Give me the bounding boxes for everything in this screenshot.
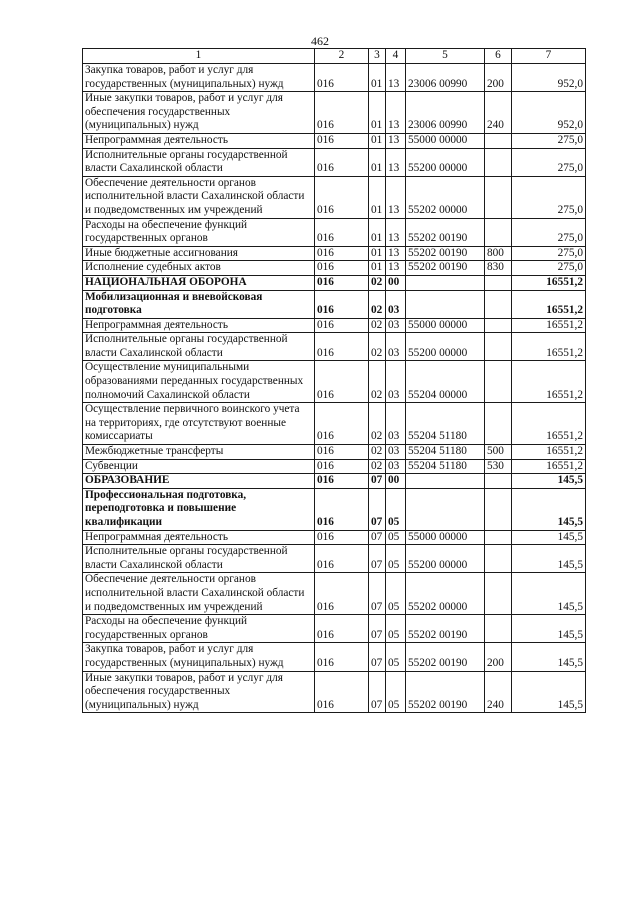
expense-type-code <box>485 573 512 615</box>
table-row <box>83 459 586 474</box>
row-name: Закупка товаров, работ и услуг для государственных (муниципальных) нужд <box>83 643 315 671</box>
subsection-code: 13 <box>386 218 406 246</box>
expense-type-code: 240 <box>485 92 512 134</box>
subsection-code: 05 <box>386 530 406 545</box>
row-name: Обеспечение деятельности органов исполнительной власти Сахалинской области и подведомственных им учреждений <box>83 573 315 615</box>
grbs-code: 016 <box>315 488 369 530</box>
expense-type-code: 200 <box>485 64 512 92</box>
target-article-code: 55202 00000 <box>406 573 485 615</box>
section-code: 01 <box>369 261 386 276</box>
expense-type-code <box>485 403 512 445</box>
table-row <box>83 333 586 361</box>
column-header-6: 6 <box>485 49 512 64</box>
target-article-code: 23006 00990 <box>406 64 485 92</box>
subsection-code: 03 <box>386 445 406 460</box>
subsection-code: 03 <box>386 459 406 474</box>
amount: 275,0 <box>512 176 586 218</box>
target-article-code: 55204 51180 <box>406 403 485 445</box>
subsection-code: 13 <box>386 261 406 276</box>
target-article-code: 55000 00000 <box>406 133 485 148</box>
expense-type-code <box>485 530 512 545</box>
subsection-code: 05 <box>386 545 406 573</box>
table-row <box>83 530 586 545</box>
target-article-code: 55204 51180 <box>406 459 485 474</box>
grbs-code: 016 <box>315 318 369 333</box>
grbs-code: 016 <box>315 545 369 573</box>
row-name: Осуществление муниципальными образованиями переданных государственных полномочий Сахалинской области <box>83 361 315 403</box>
row-name: Субвенции <box>83 459 315 474</box>
row-name: Расходы на обеспечение функций государственных органов <box>83 218 315 246</box>
row-name: Иные закупки товаров, работ и услуг для обеспечения государственных (муниципальных) нужд <box>83 671 315 713</box>
table-header-row <box>83 49 586 64</box>
grbs-code: 016 <box>315 275 369 290</box>
amount: 16551,2 <box>512 361 586 403</box>
subsection-code: 05 <box>386 643 406 671</box>
table-row <box>83 403 586 445</box>
target-article-code: 55200 00000 <box>406 333 485 361</box>
table-row <box>83 671 586 713</box>
section-code: 02 <box>369 290 386 318</box>
column-header-5: 5 <box>406 49 485 64</box>
target-article-code: 55200 00000 <box>406 545 485 573</box>
target-article-code: 55202 00190 <box>406 218 485 246</box>
target-article-code: 55000 00000 <box>406 318 485 333</box>
expense-type-code <box>485 176 512 218</box>
table-row <box>83 246 586 261</box>
subsection-code: 05 <box>386 573 406 615</box>
subsection-code: 03 <box>386 318 406 333</box>
grbs-code: 016 <box>315 218 369 246</box>
budget-table <box>82 48 586 713</box>
amount: 145,5 <box>512 573 586 615</box>
expense-type-code <box>485 488 512 530</box>
grbs-code: 016 <box>315 133 369 148</box>
table-row <box>83 133 586 148</box>
section-code: 02 <box>369 361 386 403</box>
table-row <box>83 148 586 176</box>
row-name: Обеспечение деятельности органов исполнительной власти Сахалинской области и подведомственных им учреждений <box>83 176 315 218</box>
expense-type-code <box>485 275 512 290</box>
row-name: Непрограммная деятельность <box>83 133 315 148</box>
subsection-code: 13 <box>386 148 406 176</box>
row-name: Осуществление первичного воинского учета на территориях, где отсутствуют военные комиссариаты <box>83 403 315 445</box>
grbs-code: 016 <box>315 246 369 261</box>
table-row <box>83 176 586 218</box>
row-name: Исполнительные органы государственной власти Сахалинской области <box>83 148 315 176</box>
subsection-code: 03 <box>386 290 406 318</box>
row-name: НАЦИОНАЛЬНАЯ ОБОРОНА <box>83 275 315 290</box>
expense-type-code <box>485 218 512 246</box>
amount: 952,0 <box>512 64 586 92</box>
target-article-code: 55204 00000 <box>406 361 485 403</box>
column-header-3: 3 <box>369 49 386 64</box>
grbs-code: 016 <box>315 261 369 276</box>
row-name: Исполнительные органы государственной власти Сахалинской области <box>83 545 315 573</box>
expense-type-code <box>485 290 512 318</box>
amount: 16551,2 <box>512 403 586 445</box>
page-number: 462 <box>311 34 329 48</box>
row-name: Межбюджетные трансферты <box>83 445 315 460</box>
subsection-code: 13 <box>386 176 406 218</box>
table-row <box>83 275 586 290</box>
table-row <box>83 261 586 276</box>
expense-type-code <box>485 545 512 573</box>
grbs-code: 016 <box>315 615 369 643</box>
subsection-code: 00 <box>386 474 406 489</box>
grbs-code: 016 <box>315 148 369 176</box>
section-code: 01 <box>369 176 386 218</box>
amount: 145,5 <box>512 671 586 713</box>
target-article-code: 55202 00190 <box>406 615 485 643</box>
expense-type-code <box>485 615 512 643</box>
amount: 145,5 <box>512 615 586 643</box>
section-code: 02 <box>369 333 386 361</box>
expense-type-code <box>485 133 512 148</box>
grbs-code: 016 <box>315 290 369 318</box>
amount: 275,0 <box>512 148 586 176</box>
subsection-code: 03 <box>386 333 406 361</box>
section-code: 07 <box>369 545 386 573</box>
grbs-code: 016 <box>315 64 369 92</box>
amount: 952,0 <box>512 92 586 134</box>
target-article-code <box>406 488 485 530</box>
subsection-code: 05 <box>386 671 406 713</box>
grbs-code: 016 <box>315 445 369 460</box>
section-code: 02 <box>369 318 386 333</box>
expense-type-code: 200 <box>485 643 512 671</box>
amount: 16551,2 <box>512 445 586 460</box>
subsection-code: 13 <box>386 133 406 148</box>
expense-type-code <box>485 333 512 361</box>
subsection-code: 13 <box>386 246 406 261</box>
amount: 275,0 <box>512 261 586 276</box>
row-name: Расходы на обеспечение функций государственных органов <box>83 615 315 643</box>
table-row <box>83 488 586 530</box>
row-name: Исполнительные органы государственной власти Сахалинской области <box>83 333 315 361</box>
target-article-code: 55000 00000 <box>406 530 485 545</box>
grbs-code: 016 <box>315 573 369 615</box>
table-row <box>83 290 586 318</box>
row-name: Иные бюджетные ассигнования <box>83 246 315 261</box>
target-article-code <box>406 290 485 318</box>
column-header-4: 4 <box>386 49 406 64</box>
expense-type-code <box>485 318 512 333</box>
section-code: 07 <box>369 643 386 671</box>
table-row <box>83 92 586 134</box>
amount: 145,5 <box>512 643 586 671</box>
grbs-code: 016 <box>315 403 369 445</box>
grbs-code: 016 <box>315 176 369 218</box>
target-article-code: 55204 51180 <box>406 445 485 460</box>
row-name: Профессиональная подготовка, переподготовка и повышение квалификации <box>83 488 315 530</box>
amount: 275,0 <box>512 246 586 261</box>
grbs-code: 016 <box>315 643 369 671</box>
section-code: 07 <box>369 615 386 643</box>
table-row <box>83 474 586 489</box>
expense-type-code <box>485 148 512 176</box>
amount: 16551,2 <box>512 333 586 361</box>
column-header-1: 1 <box>83 49 315 64</box>
expense-type-code <box>485 474 512 489</box>
section-code: 02 <box>369 445 386 460</box>
section-code: 02 <box>369 275 386 290</box>
subsection-code: 13 <box>386 64 406 92</box>
subsection-code: 13 <box>386 92 406 134</box>
grbs-code: 016 <box>315 459 369 474</box>
amount: 16551,2 <box>512 290 586 318</box>
section-code: 01 <box>369 133 386 148</box>
subsection-code: 03 <box>386 403 406 445</box>
section-code: 01 <box>369 218 386 246</box>
row-name: Непрограммная деятельность <box>83 318 315 333</box>
subsection-code: 05 <box>386 615 406 643</box>
amount: 275,0 <box>512 133 586 148</box>
row-name: Иные закупки товаров, работ и услуг для обеспечения государственных (муниципальных) нужд <box>83 92 315 134</box>
target-article-code <box>406 474 485 489</box>
expense-type-code <box>485 361 512 403</box>
table-row <box>83 573 586 615</box>
amount: 275,0 <box>512 218 586 246</box>
target-article-code: 23006 00990 <box>406 92 485 134</box>
row-name: Мобилизационная и вневойсковая подготовка <box>83 290 315 318</box>
subsection-code: 00 <box>386 275 406 290</box>
expense-type-code: 500 <box>485 445 512 460</box>
section-code: 02 <box>369 403 386 445</box>
section-code: 01 <box>369 64 386 92</box>
row-name: ОБРАЗОВАНИЕ <box>83 474 315 489</box>
expense-type-code: 800 <box>485 246 512 261</box>
subsection-code: 05 <box>386 488 406 530</box>
grbs-code: 016 <box>315 333 369 361</box>
target-article-code: 55202 00190 <box>406 671 485 713</box>
section-code: 07 <box>369 474 386 489</box>
amount: 145,5 <box>512 474 586 489</box>
section-code: 07 <box>369 573 386 615</box>
target-article-code: 55202 00190 <box>406 261 485 276</box>
table-row <box>83 64 586 92</box>
section-code: 07 <box>369 488 386 530</box>
amount: 145,5 <box>512 545 586 573</box>
section-code: 07 <box>369 671 386 713</box>
target-article-code <box>406 275 485 290</box>
target-article-code: 55200 00000 <box>406 148 485 176</box>
grbs-code: 016 <box>315 361 369 403</box>
expense-type-code: 530 <box>485 459 512 474</box>
section-code: 01 <box>369 92 386 134</box>
column-header-2: 2 <box>315 49 369 64</box>
table-row <box>83 361 586 403</box>
target-article-code: 55202 00000 <box>406 176 485 218</box>
expense-type-code: 830 <box>485 261 512 276</box>
table-row <box>83 445 586 460</box>
column-header-7: 7 <box>512 49 586 64</box>
table-row <box>83 643 586 671</box>
target-article-code: 55202 00190 <box>406 246 485 261</box>
section-code: 07 <box>369 530 386 545</box>
section-code: 01 <box>369 148 386 176</box>
grbs-code: 016 <box>315 92 369 134</box>
grbs-code: 016 <box>315 671 369 713</box>
amount: 16551,2 <box>512 275 586 290</box>
target-article-code: 55202 00190 <box>406 643 485 671</box>
amount: 16551,2 <box>512 318 586 333</box>
expense-type-code: 240 <box>485 671 512 713</box>
table-row <box>83 545 586 573</box>
grbs-code: 016 <box>315 474 369 489</box>
section-code: 02 <box>369 459 386 474</box>
table-row <box>83 218 586 246</box>
subsection-code: 03 <box>386 361 406 403</box>
row-name: Исполнение судебных актов <box>83 261 315 276</box>
table-row <box>83 615 586 643</box>
row-name: Непрограммная деятельность <box>83 530 315 545</box>
amount: 16551,2 <box>512 459 586 474</box>
table-row <box>83 318 586 333</box>
row-name: Закупка товаров, работ и услуг для государственных (муниципальных) нужд <box>83 64 315 92</box>
amount: 145,5 <box>512 530 586 545</box>
grbs-code: 016 <box>315 530 369 545</box>
section-code: 01 <box>369 246 386 261</box>
amount: 145,5 <box>512 488 586 530</box>
